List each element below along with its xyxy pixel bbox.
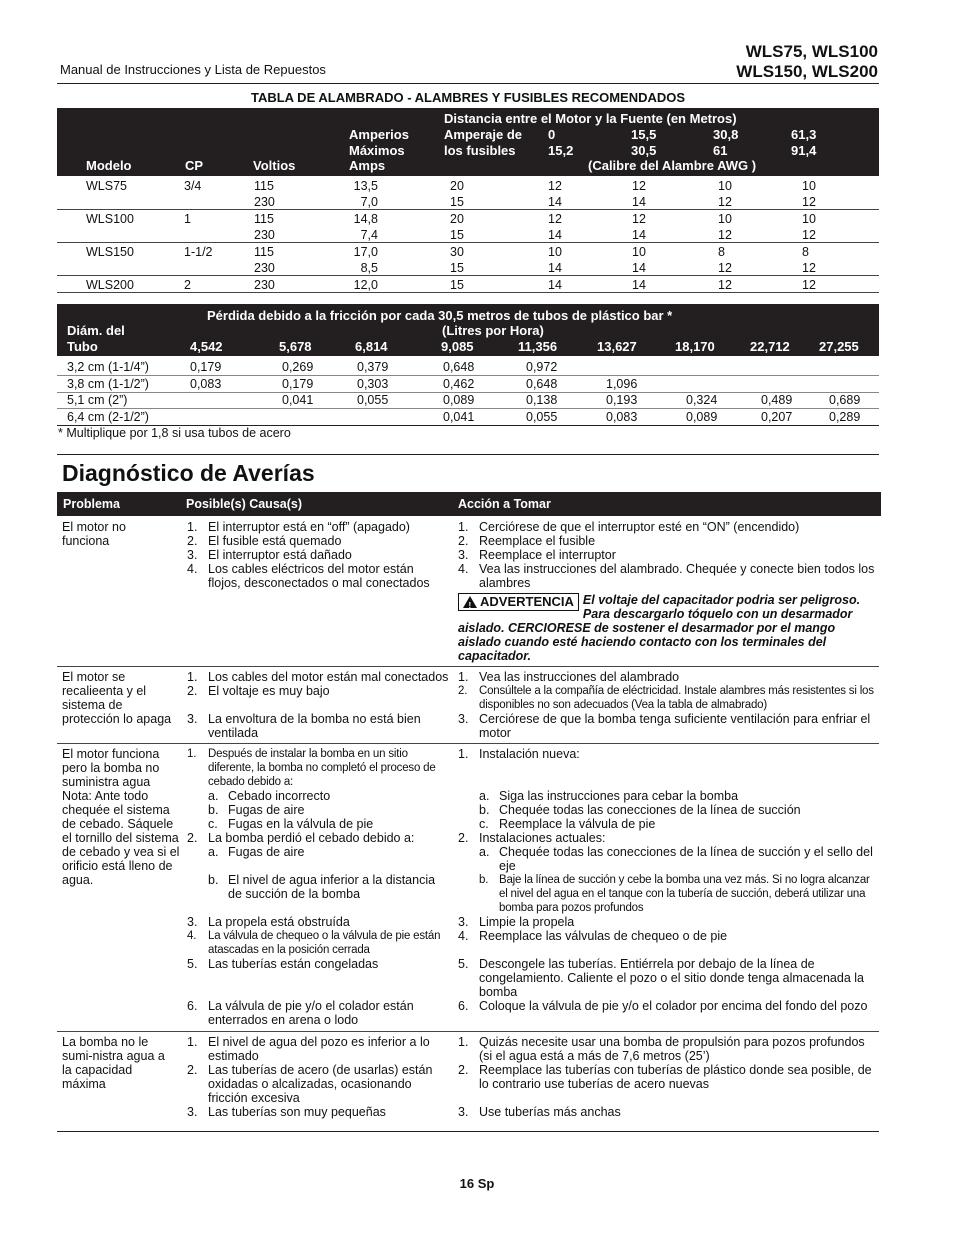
actions-list (458, 520, 880, 590)
problem-text: La bomba no le sumi-nistra agua a la capacidad máxima (62, 1035, 165, 1091)
wiring-cell: 30 (450, 245, 464, 259)
list-item: 5. Descongele las tuberías. Entiérrela por debajo de la línea de congelamiento. Caliente el pozo o el sitio donde tenga almacenada la bomba (458, 957, 864, 999)
friction-cell: 0,055 (526, 409, 558, 424)
list-item: 4. Los cables eléctricos del motor están flojos, desconectados o mal conectados (187, 562, 430, 590)
wiring-cell: 14 (632, 278, 646, 292)
list-item: 6. La válvula de pie y/o el colador están enterrados en arena o lodo (187, 999, 414, 1027)
list-item: 4. La válvula de chequeo o la válvula de pie están atascadas en la posición cerrada (187, 930, 441, 956)
wiring-cell: 8 (802, 245, 809, 259)
friction-cell: 0,083 (606, 409, 638, 424)
list-item: 3. Las tuberías son muy pequeñas (187, 1105, 386, 1119)
friction-cell: 0,489 (761, 393, 793, 407)
sub-list (479, 789, 880, 831)
friction-cell: 0,269 (282, 360, 314, 374)
list-item: 1. Cerciórese de que el interruptor esté en “ON” (encendido) (458, 520, 800, 534)
list-item: 1. Vea las instrucciones del alambrado (458, 670, 680, 684)
problem-text: El motor no funciona (62, 520, 126, 548)
causes-list (187, 520, 449, 590)
friction-table-header (57, 304, 879, 356)
list-item: 1. El interruptor está en “off” (apagado) (187, 520, 410, 534)
wiring-cell: 12 (802, 195, 816, 209)
model-numbers (736, 42, 878, 82)
list-item: 1. Quizás necesite usar una bomba de propulsión para pozos profundos (si el agua está a más de 7,6 metros (25’) (458, 1035, 865, 1063)
list-item: 1. Instalación nueva: (458, 747, 580, 761)
list-item: 2. Instalaciones actuales: (458, 831, 606, 845)
sub-list (208, 845, 449, 901)
wiring-cell: 7,0 (360, 195, 378, 209)
friction-cell: 0,089 (443, 393, 475, 407)
pipe-diameter: 3,2 cm (1-1/4”) (67, 360, 149, 374)
sub-list (208, 789, 449, 831)
wiring-cell: 14 (632, 261, 646, 275)
voltios-header: Voltios (253, 158, 296, 173)
flow-header: 13,627 (597, 339, 637, 354)
list-item: 2. Reemplace las tuberías con tuberías de plástico donde sea posible, de lo contrario use tuberías de acero nuevas (458, 1063, 872, 1091)
troubleshooting-title: Diagnóstico de Averías (62, 460, 315, 486)
wiring-cell: 7,4 (360, 228, 378, 242)
problem-text: El motor se recalieenta y el sistema de protección lo apaga (62, 670, 172, 726)
flow-header: 6,814 (355, 339, 388, 354)
wiring-cell: 8 (718, 245, 725, 259)
wiring-cell: 12 (632, 179, 646, 193)
wiring-cell: 10 (632, 245, 646, 259)
friction-cell: 0,055 (357, 393, 389, 407)
wiring-cell: 17,0 (353, 245, 378, 259)
friction-cell: 0,289 (829, 409, 861, 424)
flow-header: 5,678 (279, 339, 312, 354)
wiring-cell: 14 (548, 261, 562, 275)
list-item: 3. Cerciórese de que la bomba tenga suficiente ventilación para enfriar el motor (458, 712, 871, 740)
dist-header: 61,3 (791, 127, 817, 142)
sub-list (479, 845, 880, 915)
list-item: 2. La bomba perdió el cebado debido a: (187, 831, 415, 845)
wiring-cell: 12 (718, 261, 732, 275)
model-line-2: WLS150, WLS200 (736, 62, 878, 81)
bottom-rule (57, 1131, 879, 1132)
actions-list (458, 1035, 880, 1119)
flow-header: 22,712 (750, 339, 790, 354)
friction-cell: 0,089 (686, 409, 718, 424)
list-item: 2. Las tuberías de acero (de usarlas) están oxidadas o alcalizadas, ocasionando fricción excesiva (187, 1063, 433, 1105)
friction-cell: 0,972 (526, 360, 558, 374)
friction-cell: 0,648 (526, 376, 558, 391)
row-divider (57, 275, 879, 276)
wiring-cell: 14,8 (353, 212, 378, 226)
friction-cell: 0,324 (686, 393, 718, 407)
dist-header: 15,5 (631, 127, 657, 142)
list-item: 2. Reemplace el fusible (458, 534, 596, 548)
list-item: a. Cebado incorrecto (208, 789, 331, 803)
friction-cell: 0,689 (829, 393, 861, 407)
list-item: b. Baje la línea de succión y cebe la bomba una vez más. Si no logra alcanzar el nivel del agua en el tanque con la tubería de succión, deberá utilizar una bomba para pozos profundos (479, 874, 870, 914)
actions-list (458, 670, 880, 740)
amps-header-3: Amps (349, 158, 386, 173)
list-item: 5. Las tuberías están congeladas (187, 957, 379, 971)
list-item: b. Chequée todas las conecciones de la línea de succión (479, 803, 801, 817)
cp-header: CP (185, 158, 204, 173)
wiring-cell: 10 (802, 212, 816, 226)
friction-subtitle: (Litres por Hora) (442, 323, 544, 338)
list-item: 1. El nivel de agua del pozo es inferior a lo estimado (187, 1035, 430, 1063)
dist-header: 30,8 (713, 127, 739, 142)
friction-cell: 0,648 (443, 360, 475, 374)
list-item: 3. El interruptor está dañado (187, 548, 352, 562)
warning-text: El voltaje del capacitador podria ser peligroso. Para descargarlo tóquelo con un desarmador aislado. CERCIORESE de sostener el desarmador por el mango aislado cuando esté haciendo contacto con los terminales del capacitador. (458, 593, 861, 663)
wiring-cp: 2 (184, 278, 191, 292)
fuse-header-2: los fusibles (444, 143, 516, 158)
wiring-cell: 12 (802, 261, 816, 275)
flow-header: 4,542 (190, 339, 223, 354)
list-item: c. Fugas en la válvula de pie (208, 817, 374, 831)
pipe-diameter: 3,8 cm (1-1/2”) (67, 376, 149, 391)
friction-cell: 0,462 (443, 376, 475, 391)
wiring-cell: 10 (718, 212, 732, 226)
wiring-cp: 3/4 (184, 179, 202, 193)
wiring-cell: 14 (632, 228, 646, 242)
wiring-cell: 8,5 (360, 261, 378, 275)
fuse-header-1: Amperaje de (444, 127, 523, 142)
list-item: b. Fugas de aire (208, 803, 305, 817)
list-item: 4. Reemplace las válvulas de chequeo o de pie (458, 929, 728, 943)
row-divider (57, 242, 879, 243)
wiring-cell: 115 (254, 179, 274, 193)
wiring-cell: 14 (632, 195, 646, 209)
flow-header: 18,170 (675, 339, 715, 354)
wiring-cell: 14 (548, 228, 562, 242)
causes-list (187, 670, 457, 740)
wiring-model: WLS200 (86, 278, 134, 292)
section-rule (57, 454, 879, 455)
problem-text: El motor funciona pero la bomba no suministra agua Nota: Ante todo chequée el sistema de cebado. Sáquele el tornillo del sistema de cebado y vea si el orificio está lleno de agua. (62, 747, 180, 887)
wiring-cell: 14 (548, 278, 562, 292)
friction-footnote: * Multiplique por 1,8 si usa tubos de acero (58, 426, 291, 440)
wiring-cell: 12 (632, 212, 646, 226)
wiring-cell: 12 (802, 278, 816, 292)
causes-list (187, 1035, 449, 1119)
dist-header: 0 (548, 127, 556, 142)
friction-cell: 0,379 (357, 360, 389, 374)
wiring-cp: 1 (184, 212, 191, 226)
flow-header: 9,085 (441, 339, 474, 354)
dist-header: 15,2 (548, 143, 574, 158)
header-rule (57, 83, 879, 84)
wiring-cell: 10 (718, 179, 732, 193)
dist-header: 30,5 (631, 143, 657, 158)
friction-cell: 1,096 (606, 376, 638, 391)
list-item: 1. Los cables del motor están mal conectados (187, 670, 449, 684)
amps-header-1: Amperios (349, 127, 409, 142)
wiring-cell: 12 (548, 179, 562, 193)
friction-cell: 0,207 (761, 409, 793, 424)
wiring-cell: 12 (548, 212, 562, 226)
wiring-cell: 115 (254, 212, 274, 226)
wiring-cell: 230 (254, 195, 275, 209)
page-number: 16 Sp (459, 1176, 495, 1191)
list-item: 2. Consúltele a la compañía de eléctricidad. Instale alambres más resistentes si los disponibles no son adecuados (Vea la tabla de almabrado) (458, 685, 874, 711)
list-item: c. Reemplace la válvula de pie (479, 817, 656, 831)
causes-header: Posible(s) Causa(s) (186, 497, 303, 511)
list-item: 2. El voltaje es muy bajo (187, 684, 330, 698)
problem-header: Problema (63, 497, 120, 511)
friction-cell: 0,083 (190, 376, 222, 391)
wiring-model: WLS75 (86, 179, 127, 193)
wiring-table-title: TABLA DE ALAMBRADO - ALAMBRES Y FUSIBLES RECOMENDADOS (250, 90, 686, 105)
amps-header-2: Máximos (349, 143, 405, 158)
wiring-cell: 12 (718, 195, 732, 209)
wiring-cell: 12,0 (353, 278, 378, 292)
list-item: a. Chequée todas las conecciones de la línea de succión y el sello del eje (479, 845, 873, 873)
wiring-cell: 10 (548, 245, 562, 259)
friction-cell: 0,041 (443, 409, 475, 424)
wiring-cell: 12 (718, 228, 732, 242)
wiring-cell: 20 (450, 212, 464, 226)
wiring-cell: 12 (718, 278, 732, 292)
wiring-cell: 115 (254, 245, 274, 259)
diam-header-2: Tubo (67, 339, 98, 354)
warning-badge: ! ADVERTENCIA (458, 593, 579, 611)
wiring-cell: 15 (450, 278, 464, 292)
flow-header: 27,255 (819, 339, 859, 354)
wiring-model: WLS150 (86, 245, 134, 259)
pipe-diameter: 6,4 cm (2-1/2”) (67, 409, 149, 424)
troubleshooting-header (57, 492, 881, 516)
friction-cell: 0,193 (606, 393, 638, 407)
wiring-cell: 14 (548, 195, 562, 209)
list-item: 3. La propela está obstruída (187, 915, 350, 929)
wiring-cell: 15 (450, 261, 464, 275)
row-divider (57, 292, 879, 293)
list-item: 1. Después de instalar la bomba en un sitio diferente, la bomba no completó el proceso de cebado debido a: (187, 748, 436, 788)
gauge-label: (Calibre del Alambre AWG ) (588, 158, 757, 173)
wiring-cp: 1-1/2 (184, 245, 213, 259)
wiring-cell: 10 (802, 179, 816, 193)
list-item: a. Fugas de aire (208, 845, 305, 859)
wiring-cell: 230 (254, 278, 275, 292)
row-divider (57, 209, 879, 210)
model-line-1: WLS75, WLS100 (745, 42, 878, 61)
dist-header: 91,4 (791, 143, 817, 158)
list-item: 3. Use tuberías más anchas (458, 1105, 621, 1119)
manual-title: Manual de Instrucciones y Lista de Repuestos (60, 62, 326, 77)
list-item: 3. Reemplace el interruptor (458, 548, 616, 562)
row-divider (57, 743, 879, 744)
list-item: 3. Limpie la propela (458, 915, 575, 929)
wiring-cell: 230 (254, 228, 275, 242)
modelo-header: Modelo (86, 158, 132, 173)
wiring-table-header (57, 108, 879, 176)
friction-cell: 0,138 (526, 393, 558, 407)
list-item: b. El nivel de agua inferior a la distancia de succión de la bomba (208, 873, 436, 901)
flow-header: 11,356 (518, 339, 558, 354)
wiring-cell: 12 (802, 228, 816, 242)
wiring-cell: 13,5 (353, 179, 378, 193)
wiring-cell: 230 (254, 261, 275, 275)
row-divider (57, 666, 879, 667)
causes-list (187, 747, 449, 1027)
wiring-cell: 15 (450, 195, 464, 209)
wiring-model: WLS100 (86, 212, 134, 226)
list-item: 2. El fusible está quemado (187, 534, 342, 548)
row-divider (57, 1031, 879, 1032)
distance-title: Distancia entre el Motor y la Fuente (en Metros) (444, 111, 737, 126)
friction-title: Pérdida debido a la fricción por cada 30,5 metros de tubos de plástico bar * (207, 308, 673, 323)
warning-triangle-icon: ! (463, 596, 477, 608)
warning-note (458, 593, 878, 663)
friction-cell: 0,179 (282, 376, 314, 391)
action-header: Acción a Tomar (458, 497, 551, 511)
dist-header: 61 (713, 143, 728, 158)
list-item: a. Siga las instrucciones para cebar la bomba (479, 789, 739, 803)
list-item: 6. Coloque la válvula de pie y/o el colador por encima del fondo del pozo (458, 999, 868, 1013)
list-item: 3. La envoltura de la bomba no está bien ventilada (187, 712, 421, 740)
list-item: 4. Vea las instrucciones del alambrado. Chequée y conecte bien todos los alambres (458, 562, 875, 590)
friction-cell: 0,303 (357, 376, 389, 391)
actions-list (458, 747, 880, 1013)
diam-header-1: Diám. del (67, 323, 125, 338)
wiring-cell: 20 (450, 179, 464, 193)
friction-cell: 0,179 (190, 360, 222, 374)
friction-cell: 0,041 (282, 393, 314, 407)
pipe-diameter: 5,1 cm (2”) (67, 393, 128, 407)
wiring-cell: 15 (450, 228, 464, 242)
